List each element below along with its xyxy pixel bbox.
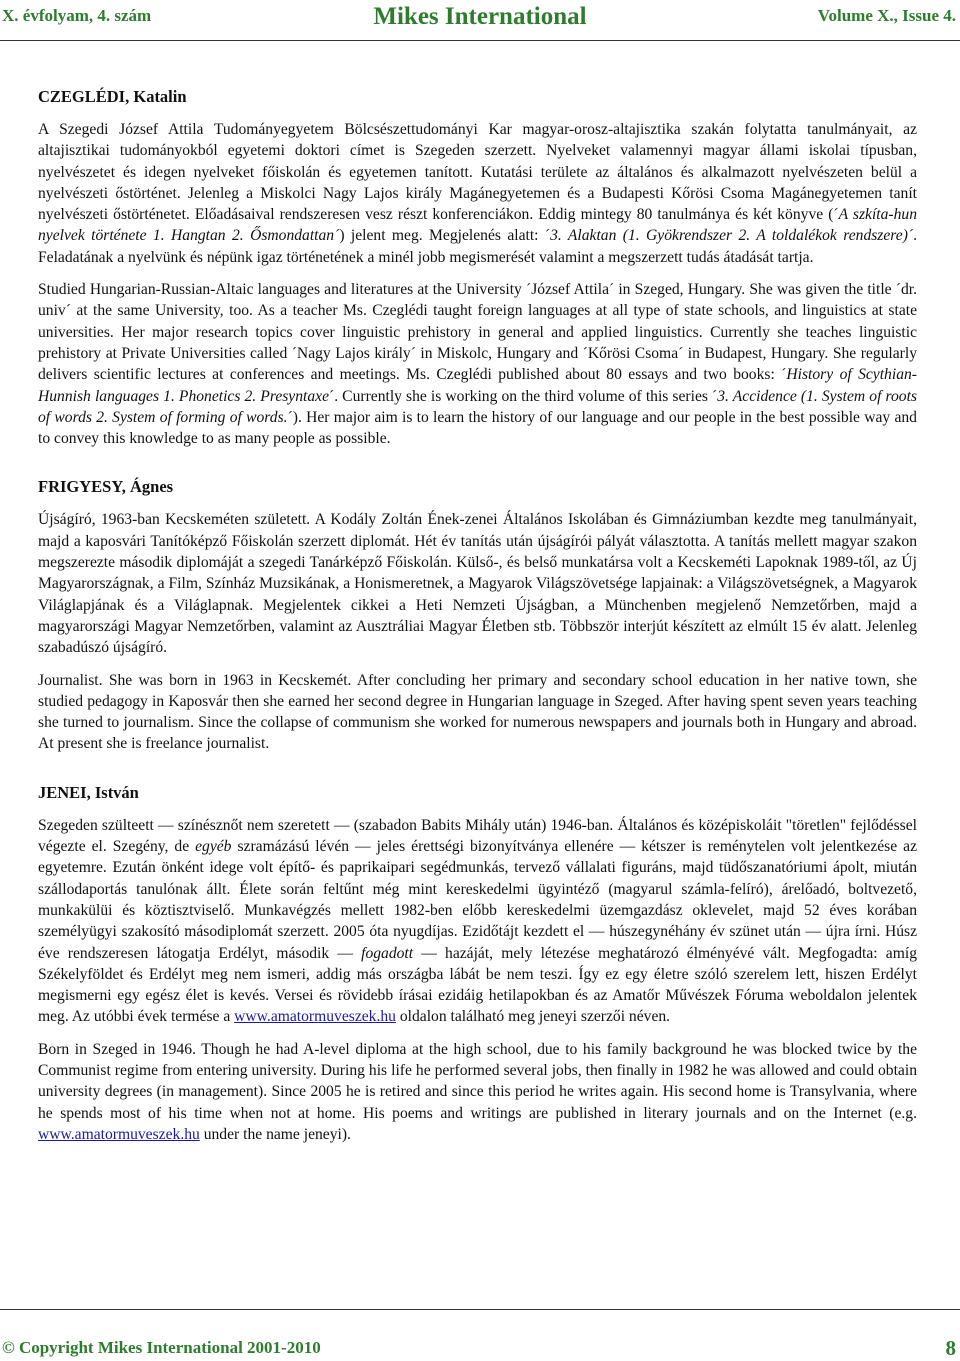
entry-jenei [38, 782, 917, 1145]
header-left: X. évfolyam, 4. szám [2, 6, 152, 25]
page-header [0, 0, 960, 38]
english-bio: Studied Hungarian-Russian-Altaic languages and literatures at the University ´József Attila´ in Szeged, Hungary. She was given the title ´dr. univ´ at the same University, too. As a teacher Ms. Czeglédi taught foreign languages at all type of state schools, and linguistics at state universities. Her major research topics cover linguistic prehistory in general and applied linguistics. Currently she teaches linguistic prehistory at Private Universities called ´Nagy Lajos király´ in Miskolc, Hungary and ´Kőrösi Csoma´ in Budapest, Hungary. She regularly delivers scientific lectures at conferences and meetings. Ms. Czeglédi published about 80 essays and two books: ´History of Scythian-Hunnish languages 1. Phonetics 2. Presyntaxe´. Currently she is working on the third volume of this series ´3. Accidence (1. System of roots of words 2. System of forming of words.´). Her major aim is to learn the history of our language and our people in the best possible way and to convey this knowledge to as many people as possible. [38, 281, 917, 448]
english-bio: Journalist. She was born in 1963 in Kecskemét. After concluding her primary and secondary school education in her native town, she studied pedagogy in Kaposvár then she earned her second degree in Hungarian language in Szeged. After having spent seven years teaching she turned to journalism. Since the collapse of communism she worked for numerous newspapers and journals both in Hungary and abroad. At present she is freelance journalist. [38, 671, 917, 753]
header-right: Volume X., Issue 4. [817, 6, 956, 25]
journal-title: Mikes International [373, 3, 587, 30]
header-divider [0, 40, 960, 41]
page-content [38, 86, 917, 1172]
hungarian-bio: Szegeden szülteett — színésznőt nem szeretett — (szabadon Babits Mihály után) 1946-ban. Általános és középiskoláit "töretlen" fejlődéssel végezte el. Szegény, de egyéb szramázású lévén — jeles érettségi bizonyítványa ellenére — kétszer is reménytelen volt jelentkezése az egyetemre. Ezután önként idege volt építő- és paprikaipari segédmunkás, tervező vállalati figuráns, majd tüdőszanatóriumi ápolt, miután szállodaportás tanulónak állt. Élete során feltűnt még mint kereskedelmi ügyintéző (magyarul számla-felíró), árelőadó, boltvezető, munkakülüi és köztisztviselő. Munkavégzés mellett 1982-ben előbb kereskedelmi üzemgazdász oklevelet, majd 52 éves korában személyügyi szakosító másodiplomát szerzett. 2005 óta nyugdíjas. Ezidőtájt kezdett el — húszegynéhány év szünet után — újra írni. Húsz éve rendszeresen látogatja Erdélyt, második — fogadott — hazáját, mely létezése meghatározó élményévé vált. Megfogadta: amíg Székelyföldet és Erdélyt meg nem ismeri, addig más országba lábát be nem teszi. Így ez egy életre szóló szerelem lett, hiszen Erdélyt megismerni egy egész élet is kevés. Versei és rövidebb írásai ezidáig hetilapokban és az Amatőr Művészek Fóruma weboldalon jelentek meg. Az utóbbi évek termése a www.amatormuveszek.hu oldalon található meg jeneyi szerzői néven. [38, 816, 917, 1026]
hungarian-bio: A Szegedi József Attila Tudományegyetem Bölcsészettudományi Kar magyar-orosz-altajisztika szakán folytatta tanulmányait, az altajisztikai tudományokból egyetemi doktori címet is Szegeden szerzett. Nyelveket valamennyi magyar állami iskolai típusban, nyelvészetet és idegen nyelveket főiskolán és egyetemen tanított. Kutatási területe az általános és alkalmazott nyelvészeten belül a nyelvészeti őstörténet. Jelenleg a Miskolci Nagy Lajos király Magánegyetemen és a Budapesti Kőrösi Csoma Magánegyetemen tanít nyelvészeti őstörténetet. Előadásaival rendszeresen vesz részt konferenciákon. Eddig mintegy 80 tanulmánya és két könyve (´A szkíta-hun nyelvek története 1. Hangtan 2. Ősmondattan´) jelent meg. Megjelenés alatt: ´3. Alaktan (1. Gyökrendszer 2. A toldalékok rendszere)´. Feladatának a nyelvünk és népünk igaz történetének a minél jobb megismerését valamint a megszerzett tudás átadását tartja. [38, 121, 918, 266]
hungarian-bio: Újságíró, 1963-ban Kecskeméten született. A Kodály Zoltán Ének-zenei Általános Iskolában és Gimnáziumban kezdte meg tanulmányait, majd a kaposvári Tanítóképző Főiskolán szerzett diplomát. Hét év tanítás után újságírói pályát választotta. A tanítás mellett magyar szakon megszerezte második diplomáját a szegedi Tanárképző Főiskolán. Külső-, és belső munkatársa volt a Kecskeméti Lapoknak 1989-től, az Új Magyarországnak, a Film, Színház Muzsikának, a Honismeretnek, a Magyarok Világszövetsége lapjainak: a Világszövetségnek, a Magyarok Világlapjának és a Világlapnak. Megjelentek cikkei a Heti Nemzeti Újságban, a Münchenben megjelenő Nemzetőrben, majd a magyarországi Magyar Nemzetőrben, valamint az Ausztráliai Magyar Életben stb. Többször interjút készített az elmúlt 15 év alatt. Jelenleg szabadúszó újságíró. [38, 511, 917, 657]
entry-czegledi [38, 86, 917, 449]
page-footer [0, 1336, 960, 1361]
copyright-text: © Copyright Mikes International 2001-2010 [2, 1338, 321, 1357]
english-bio: Born in Szeged in 1946. Though he had A-level diploma at the high school, due to his family background he was blocked twice by the Communist regime from entering university. During his life he performed several jobs, then finally in 1982 he was allowed and could obtain university degrees (in management). Since 2005 he is retired and since this period he writes again. His second home is Transylvania, where he spends most of his time when not at home. His poems and writings are published in literary journals and on the Internet (e.g. www.amatormuveszek.hu under the name jeneyi). [38, 1040, 917, 1143]
website-link[interactable]: www.amatormuveszek.hu [234, 1008, 396, 1026]
entry-name: FRIGYESY, Ágnes [38, 477, 174, 497]
website-link[interactable]: www.amatormuveszek.hu [38, 1125, 200, 1143]
entry-name: JENEI, István [38, 782, 139, 802]
entry-name: CZEGLÉDI, Katalin [38, 87, 187, 106]
footer-divider [0, 1309, 960, 1310]
entry-frigyesy [38, 476, 917, 754]
page-number: 8 [945, 1336, 956, 1360]
